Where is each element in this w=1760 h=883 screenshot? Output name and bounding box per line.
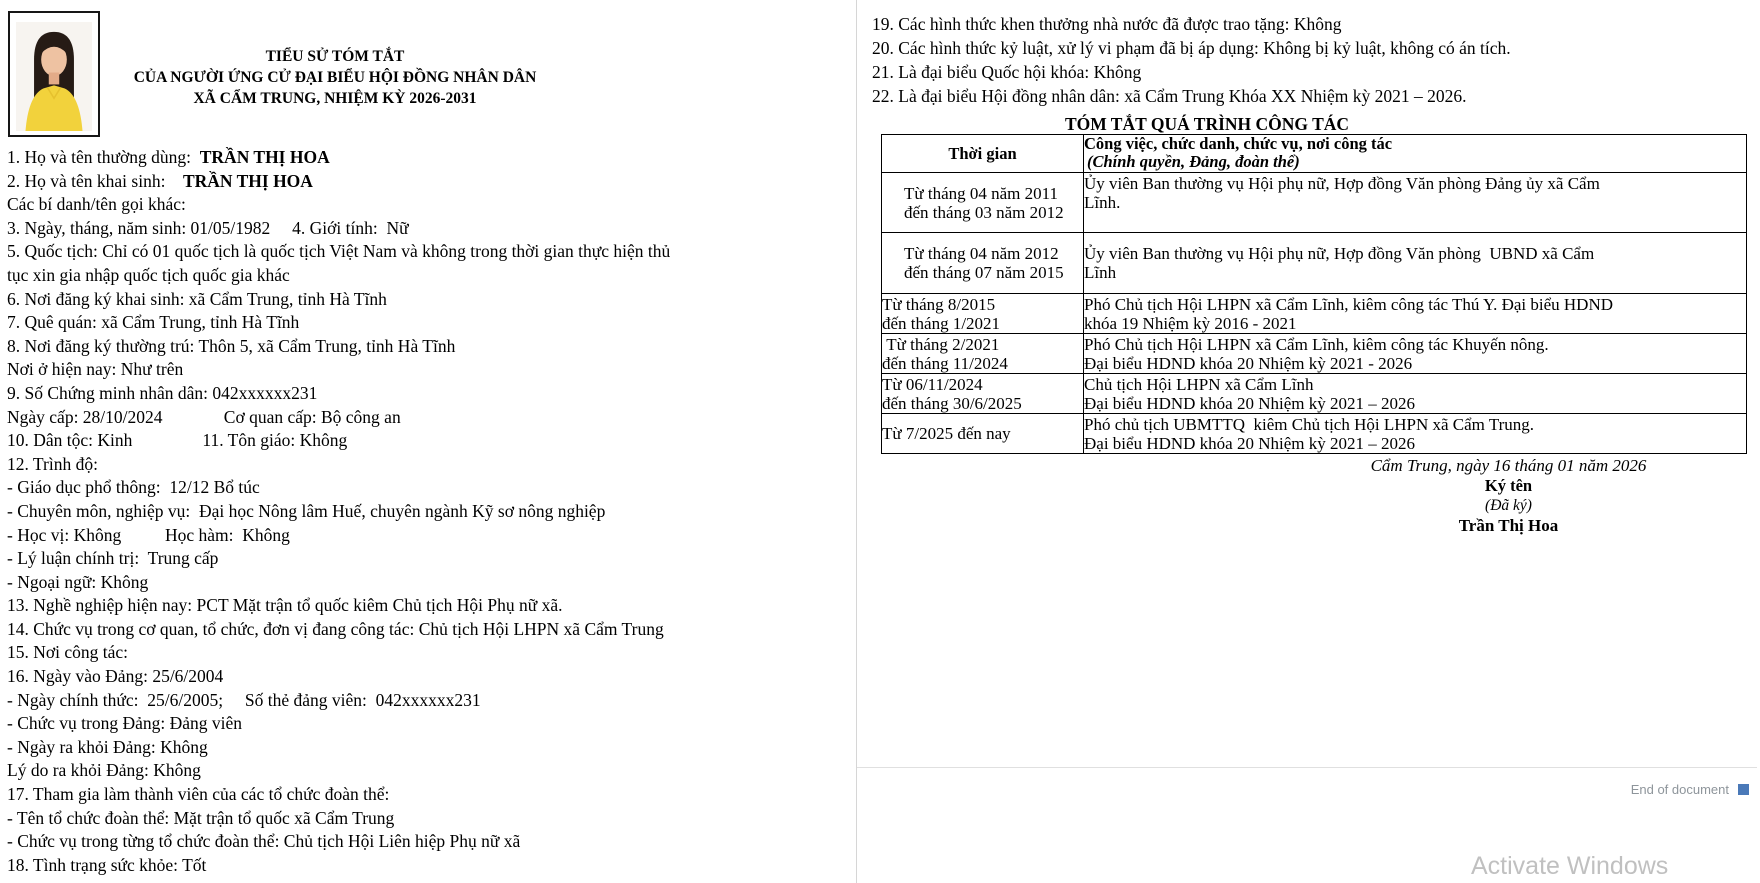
bio-line: Ngày cấp: 28/10/2024 Cơ quan cấp: Bộ công an <box>7 406 401 427</box>
career-table-row <box>882 173 1747 233</box>
numbered-items <box>872 12 1752 108</box>
end-of-document-label: End of document <box>1630 782 1729 797</box>
bio-line: - Ngày ra khỏi Đảng: Không <box>7 736 208 757</box>
bio-line: 3. Ngày, tháng, năm sinh: 01/05/1982 4. Giới tính: Nữ <box>7 217 409 238</box>
bio-line: 12. Trình độ: <box>7 453 98 474</box>
bio-line: - Tên tổ chức đoàn thể: Mặt trận tổ quốc xã Cẩm Trung <box>7 807 395 828</box>
document-title <box>40 46 630 109</box>
career-row-time: Từ 7/2025 đến nay <box>882 414 1084 454</box>
bio-line: tục xin gia nhập quốc tịch quốc gia khác <box>7 264 290 285</box>
bio-line: Nơi ở hiện nay: Như trên <box>7 359 184 380</box>
career-table-row <box>882 334 1747 374</box>
career-row-work: Chủ tịch Hội LHPN xã Cẩm Lĩnh Đại biểu HDND khóa 20 Nhiệm kỳ 2021 – 2026 <box>1084 374 1747 414</box>
work-column-header <box>1084 135 1747 173</box>
career-row-time: Từ tháng 04 năm 2011 đến tháng 03 năm 2012 <box>882 173 1084 233</box>
bio-line: 8. Nơi đăng ký thường trú: Thôn 5, xã Cẩm Trung, tỉnh Hà Tĩnh <box>7 335 456 356</box>
time-column-header: Thời gian <box>882 135 1084 173</box>
career-table-row <box>882 233 1747 294</box>
numbered-item: 22. Là đại biểu Hội đồng nhân dân: xã Cẩm Trung Khóa XX Nhiệm kỳ 2021 – 2026. <box>872 86 1467 106</box>
page-left <box>0 0 856 883</box>
bio-line: 6. Nơi đăng ký khai sinh: xã Cẩm Trung, tỉnh Hà Tĩnh <box>7 288 387 309</box>
bio-line: - Ngày chính thức: 25/6/2005; Số thẻ đảng viên: 042xxxxxx231 <box>7 689 481 710</box>
signature-note: (Đã ký) <box>1485 497 1532 514</box>
bio-line: Các bí danh/tên gọi khác: <box>7 194 186 215</box>
bio-line: - Giáo dục phổ thông: 12/12 Bổ túc <box>7 477 260 498</box>
signature-label: Ký tên <box>1484 476 1533 495</box>
career-row-work: Phó Chủ tịch Hội LHPN xã Cẩm Lĩnh, kiêm công tác Khuyến nông. Đại biểu HDND khóa 20 Nhiệm kỳ 2021 - 2026 <box>1084 334 1747 374</box>
career-row-time: Từ 06/11/2024 đến tháng 30/6/2025 <box>882 374 1084 414</box>
activate-windows-watermark: Activate Windows <box>1471 852 1669 880</box>
end-of-document <box>1631 782 1749 797</box>
bio-line: 2. Họ và tên khai sinh: TRẦN THỊ HOA <box>7 170 313 191</box>
bio-line: - Chuyên môn, nghiệp vụ: Đại học Nông lâm Huế, chuyên ngành Kỹ sơ nông nghiệp <box>7 500 606 521</box>
bio-line: 13. Nghề nghiệp hiện nay: PCT Mặt trận tổ quốc kiêm Chủ tịch Hội Phụ nữ xã. <box>7 595 563 616</box>
page-right <box>857 0 1760 883</box>
bio-line: Lý do ra khỏi Đảng: Không <box>7 760 201 781</box>
career-row-work: Phó Chủ tịch Hội LHPN xã Cẩm Lĩnh, kiêm công tác Thú Y. Đại biểu HDND khóa 19 Nhiệm kỳ 2016 - 2021 <box>1084 294 1747 334</box>
career-table-row <box>882 414 1747 454</box>
career-table-header-row <box>882 135 1747 173</box>
career-row-time: Từ tháng 04 năm 2012 đến tháng 07 năm 2015 <box>882 233 1084 294</box>
bio-line: 14. Chức vụ trong cơ quan, tổ chức, đơn vị đang công tác: Chủ tịch Hội LHPN xã Cẩm Trung <box>7 618 664 639</box>
bio-line: - Ngoại ngữ: Không <box>7 571 149 592</box>
bio-line: 9. Số Chứng minh nhân dân: 042xxxxxx231 <box>7 382 318 403</box>
career-row-work: Phó chủ tịch UBMTTQ kiêm Chủ tịch Hội LHPN xã Cẩm Trung. Đại biểu HDND khóa 20 Nhiệm kỳ 2021 – 2026 <box>1084 414 1747 454</box>
page-bottom-divider <box>857 767 1757 768</box>
bio-line: 10. Dân tộc: Kinh 11. Tôn giáo: Không <box>7 430 348 451</box>
numbered-item: 19. Các hình thức khen thưởng nhà nước đã được trao tặng: Không <box>872 14 1342 34</box>
career-table-row <box>882 294 1747 334</box>
career-table <box>881 134 1747 454</box>
bio-line: - Học vị: Không Học hàm: Không <box>7 524 290 545</box>
bio-line: 17. Tham gia làm thành viên của các tổ chức đoàn thể: <box>7 784 390 805</box>
career-row-work: Ủy viên Ban thường vụ Hội phụ nữ, Hợp đồng Văn phòng Đảng ủy xã Cẩm Lĩnh. <box>1084 173 1747 233</box>
bio-line: - Chức vụ trong từng tổ chức đoàn thể: Chủ tịch Hội Liên hiệp Phụ nữ xã <box>7 831 521 852</box>
bio-line: 15. Nơi công tác: <box>7 642 129 663</box>
work-column-header-italic: (Chính quyền, Đảng, đoàn thể) <box>1087 152 1300 171</box>
end-of-document-marker-icon <box>1738 784 1749 795</box>
biography-lines <box>7 146 852 877</box>
work-column-header-bold: Công việc, chức danh, chức vụ, nơi công tác <box>1084 134 1393 153</box>
title-line-1: TIỂU SỬ TÓM TẮT <box>265 48 405 65</box>
bio-line: 7. Quê quán: xã Cẩm Trung, tỉnh Hà Tĩnh <box>7 312 300 333</box>
bio-line: 16. Ngày vào Đảng: 25/6/2004 <box>7 666 224 687</box>
bio-line: - Lý luận chính trị: Trung cấp <box>7 548 219 569</box>
signature-block <box>1286 456 1731 536</box>
career-table-row <box>882 374 1747 414</box>
title-line-3: XÃ CẨM TRUNG, NHIỆM KỲ 2026-2031 <box>193 90 477 107</box>
bio-line: 18. Tình trạng sức khỏe: Tốt <box>7 854 207 875</box>
career-table-title: TÓM TẮT QUÁ TRÌNH CÔNG TÁC <box>1064 114 1350 134</box>
career-row-work: Ủy viên Ban thường vụ Hội phụ nữ, Hợp đồng Văn phòng UBND xã Cẩm Lĩnh <box>1084 233 1747 294</box>
career-table-body <box>882 173 1747 454</box>
bio-line: 5. Quốc tịch: Chỉ có 01 quốc tịch là quốc tịch Việt Nam và không trong thời gian thực hiện thủ <box>7 241 671 262</box>
numbered-item: 20. Các hình thức kỷ luật, xử lý vi phạm đã bị áp dụng: Không bị kỷ luật, không có án tích. <box>872 38 1511 58</box>
signature-name: Trần Thị Hoa <box>1458 516 1559 535</box>
signature-place-date: Cẩm Trung, ngày 16 tháng 01 năm 2026 <box>1370 456 1647 475</box>
bio-line: 1. Họ và tên thường dùng: TRẦN THỊ HOA <box>7 147 330 167</box>
career-row-time: Từ tháng 8/2015 đến tháng 1/2021 <box>882 294 1084 334</box>
title-line-2: CỦA NGƯỜI ỨNG CỬ ĐẠI BIỂU HỘI ĐỒNG NHÂN DÂN <box>133 69 537 86</box>
numbered-item: 21. Là đại biểu Quốc hội khóa: Không <box>872 62 1142 82</box>
bio-line: - Chức vụ trong Đảng: Đảng viên <box>7 713 242 734</box>
career-row-time: Từ tháng 2/2021 đến tháng 11/2024 <box>882 334 1084 374</box>
